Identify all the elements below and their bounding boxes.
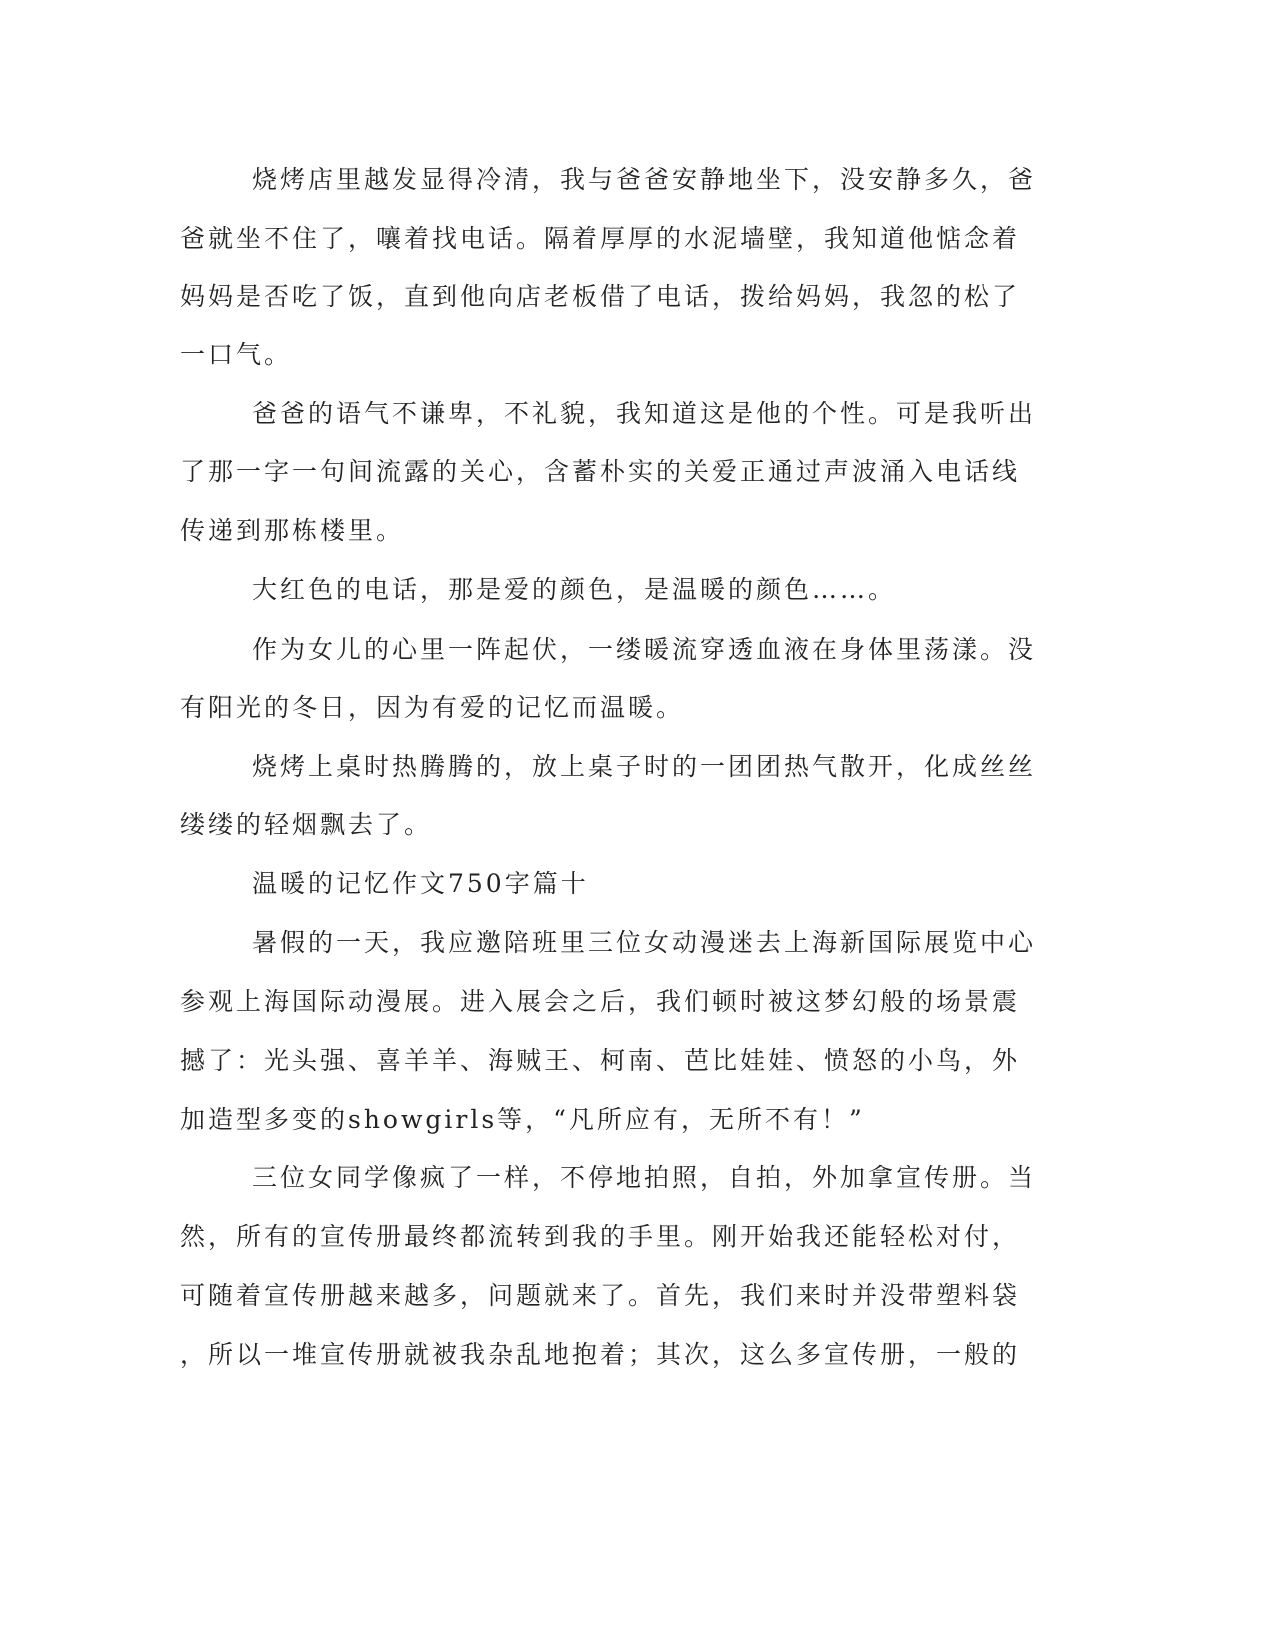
text-line: 参观上海国际动漫展。进入展会之后，我们顿时被这梦幻般的场景震 <box>180 987 1021 1016</box>
text-line: 有阳光的冬日，因为有爱的记忆而温暖。 <box>180 693 685 722</box>
text-line: 妈妈是否吃了饭，直到他向店老板借了电话，拨给妈妈，我忽的松了 <box>180 282 1021 311</box>
text-line: 烧烤店里越发显得冷清，我与爸爸安静地坐下，没安静多久，爸 <box>252 165 1037 194</box>
text-line: 可随着宣传册越来越多，问题就来了。首先，我们来时并没带塑料袋 <box>180 1281 1021 1310</box>
text-line: 作为女儿的心里一阵起伏，一缕暖流穿透血液在身体里荡漾。没 <box>252 635 1037 664</box>
text-line: 撼了：光头强、喜羊羊、海贼王、柯南、芭比娃娃、愤怒的小鸟，外 <box>180 1046 1021 1075</box>
text-line: 爸爸的语气不谦卑，不礼貌，我知道这是他的个性。可是我听出 <box>252 399 1037 428</box>
text-line: 了那一字一句间流露的关心，含蓄朴实的关爱正通过声波涌入电话线 <box>180 457 1021 486</box>
text-line: 暑假的一天，我应邀陪班里三位女动漫迷去上海新国际展览中心 <box>252 928 1037 957</box>
section-heading: 温暖的记忆作文750字篇十 <box>252 869 589 898</box>
text-line: 一口气。 <box>180 340 293 369</box>
text-line: 大红色的电话，那是爱的颜色，是温暖的颜色……。 <box>252 575 897 604</box>
text-line: 爸就坐不住了，嚷着找电话。隔着厚厚的水泥墙壁，我知道他惦念着 <box>180 224 1021 253</box>
text-line: 烧烤上桌时热腾腾的，放上桌子时的一团团热气散开，化成丝丝 <box>252 752 1037 781</box>
text-line: 传递到那栋楼里。 <box>180 516 405 545</box>
text-line: 然，所有的宣传册最终都流转到我的手里。刚开始我还能轻松对付， <box>180 1222 1021 1251</box>
text-line: 加造型多变的showgirls等，“凡所应有，无所不有！” <box>180 1105 865 1134</box>
text-line: 缕缕的轻烟飘去了。 <box>180 810 433 839</box>
text-line: 三位女同学像疯了一样，不停地拍照，自拍，外加拿宣传册。当 <box>252 1163 1037 1192</box>
text-line: ，所以一堆宣传册就被我杂乱地抱着；其次，这么多宣传册，一般的 <box>180 1340 1021 1369</box>
